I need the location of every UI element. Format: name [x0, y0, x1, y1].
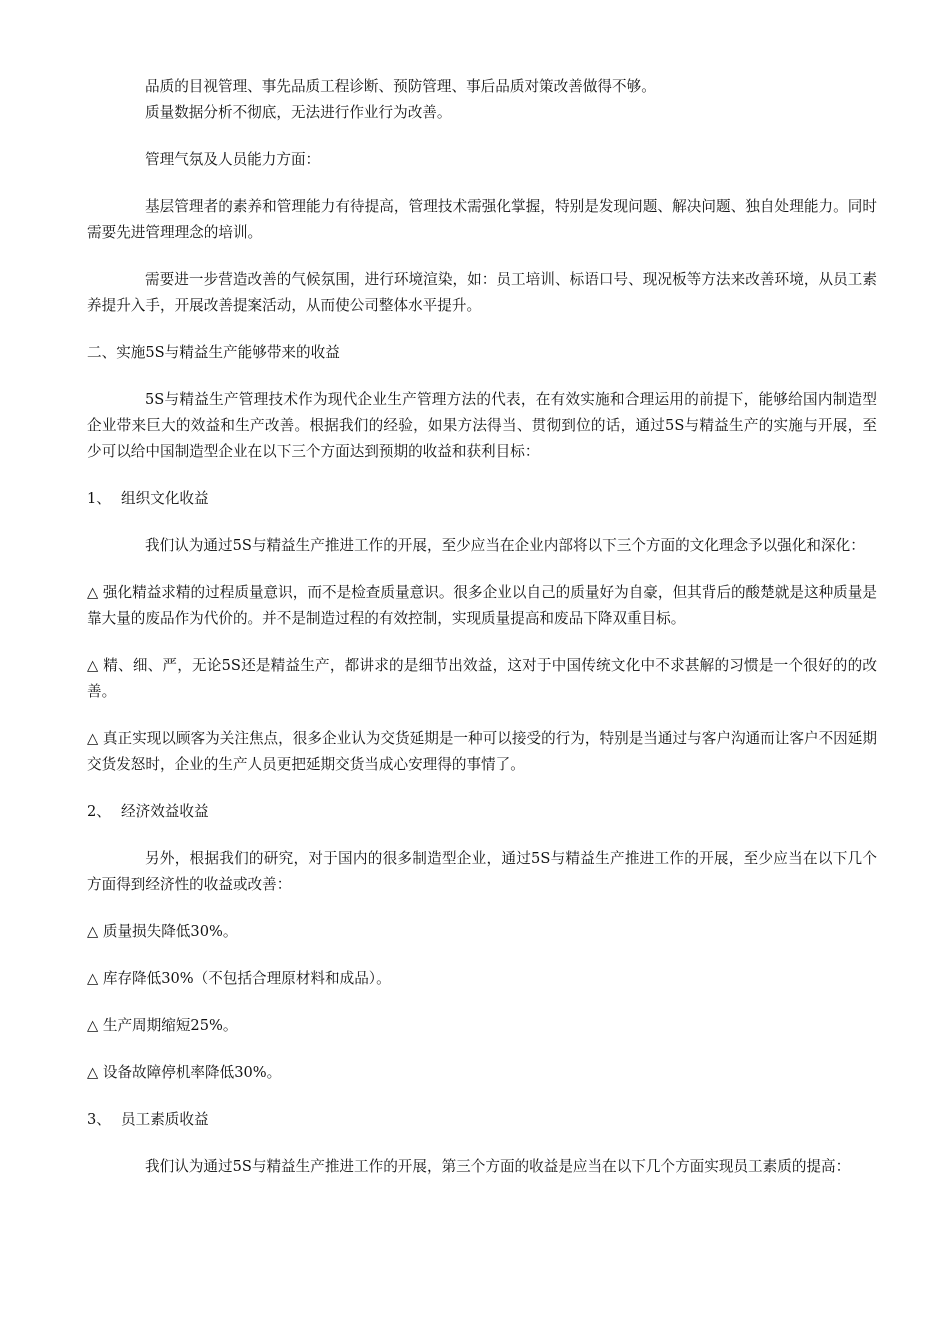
bullet-item: △ 强化精益求精的过程质量意识，而不是检查质量意识。很多企业以自己的质量好为自豪，但其背后的酸楚就是这种质量是靠大量的废品作为代价的。并不是制造过程的有效控制，实现质量提高和废品下降双重目标。	[87, 584, 877, 627]
subheading: 管理气氛及人员能力方面：	[145, 151, 321, 168]
paragraph: 另外，根据我们的研究，对于国内的很多制造型企业，通过5S与精益生产推进工作的开展，至少应当在以下几个方面得到经济性的收益或改善：	[87, 850, 877, 893]
paragraph: 品质的目视管理、事先品质工程诊断、预防管理、事后品质对策改善做得不够。	[145, 78, 656, 95]
paragraph: 5S与精益生产管理技术作为现代企业生产管理方法的代表，在有效实施和合理运用的前提下，能够给国内制造型企业带来巨大的效益和生产改善。根据我们的经验，如果方法得当、贯彻到位的话，通过5S与精益生产的实施与开展，至少可以给中国制造型企业在以下三个方面达到预期的收益和获利目标：	[87, 391, 877, 460]
document-page	[87, 74, 877, 1180]
bullet-item: △ 库存降低30%（不包括合理原材料和成品）。	[87, 970, 391, 987]
section-heading-1	[87, 486, 877, 512]
section-number: 3、	[87, 1111, 111, 1128]
bullet-item: △ 精、细、严，无论5S还是精益生产，都讲求的是细节出效益，这对于中国传统文化中不求甚解的习惯是一个很好的的改善。	[87, 657, 877, 700]
section-heading: 二、实施5S与精益生产能够带来的收益	[87, 344, 340, 361]
bullet-item: △ 真正实现以顾客为关注焦点，很多企业认为交货延期是一种可以接受的行为，特别是当通过与客户沟通而让客户不因延期交货发怒时，企业的生产人员更把延期交货当成心安理得的事情了。	[87, 730, 877, 773]
section-heading-3	[87, 1107, 877, 1133]
section-heading-2	[87, 799, 877, 825]
section-title: 经济效益收益	[121, 803, 209, 820]
bullet-item: △ 生产周期缩短25%。	[87, 1017, 238, 1034]
paragraph: 需要进一步营造改善的气候氛围，进行环境渲染，如：员工培训、标语口号、现况板等方法来改善环境，从员工素养提升入手，开展改善提案活动，从而使公司整体水平提升。	[87, 271, 877, 314]
paragraph: 基层管理者的素养和管理能力有待提高，管理技术需强化掌握，特别是发现问题、解决问题、独自处理能力。同时需要先进管理理念的培训。	[87, 198, 877, 241]
section-number: 1、	[87, 490, 111, 507]
paragraph: 我们认为通过5S与精益生产推进工作的开展，至少应当在企业内部将以下三个方面的文化理念予以强化和深化：	[145, 537, 865, 554]
paragraph: 质量数据分析不彻底，无法进行作业行为改善。	[145, 104, 452, 121]
section-title: 员工素质收益	[121, 1111, 209, 1128]
bullet-item: △ 设备故障停机率降低30%。	[87, 1064, 282, 1081]
paragraph: 我们认为通过5S与精益生产推进工作的开展，第三个方面的收益是应当在以下几个方面实现员工素质的提高：	[145, 1158, 851, 1175]
bullet-item: △ 质量损失降低30%。	[87, 923, 238, 940]
section-title: 组织文化收益	[121, 490, 209, 507]
section-number: 2、	[87, 803, 111, 820]
